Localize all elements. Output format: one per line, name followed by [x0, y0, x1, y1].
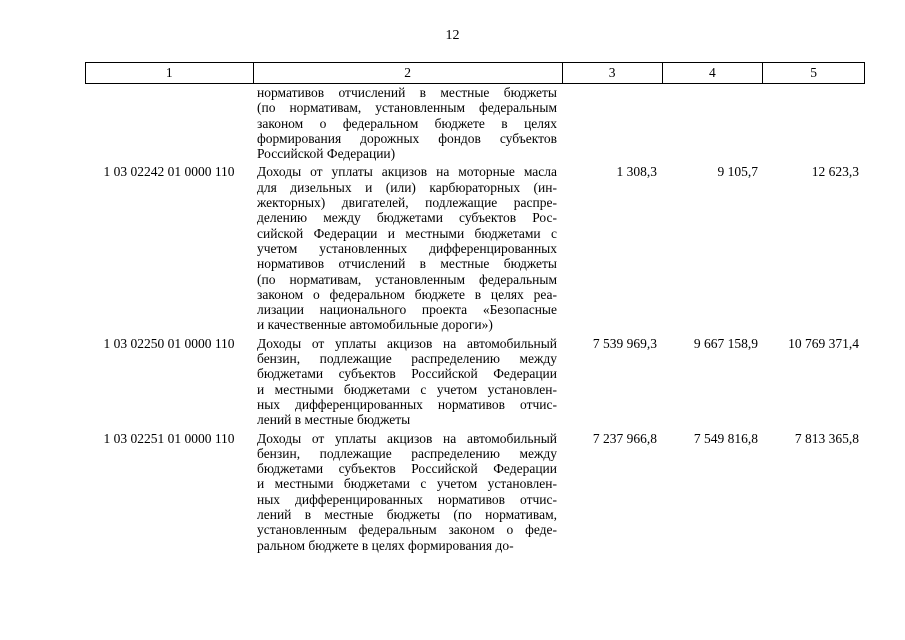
- description-line: установленным федеральным законом о феде-: [257, 522, 557, 538]
- description-line: сийской Федерации и местными бюджетами с: [257, 225, 557, 241]
- row-description: [253, 164, 563, 332]
- row-value-col-3: 7 237 966,8: [592, 430, 657, 446]
- description-line: ных дифференцированных нормативов отчис-: [257, 491, 557, 507]
- row-value-col-4: 9 667 158,9: [693, 335, 758, 351]
- row-value-col-5: 12 623,3: [811, 164, 859, 180]
- row-code: 1 03 02250 01 0000 110: [103, 335, 235, 351]
- page-number: 12: [445, 28, 460, 43]
- description-line: и местными бюджетами с учетом установлен-: [257, 381, 557, 397]
- table-row: [85, 164, 865, 332]
- row-description: [253, 85, 563, 161]
- description-line: формирования дорожных фондов субъектов: [257, 130, 557, 146]
- header-col-5: 5: [810, 65, 817, 80]
- table-header: [85, 62, 865, 84]
- description-line: бюджетами субъектов Российской Федерации: [257, 366, 557, 382]
- table-row: [85, 336, 865, 428]
- description-line: (по нормативам, установленным федеральным: [257, 100, 557, 116]
- description-line: бюджетами субъектов Российской Федерации: [257, 461, 557, 477]
- description-line: нормативов отчислений в местные бюджеты: [257, 256, 557, 272]
- header-col-1: 1: [86, 63, 254, 83]
- description-line: жекторных) двигателей, подлежащие распре-: [257, 195, 557, 211]
- description-line: законом о федеральном бюджете в целях: [257, 115, 557, 131]
- description-line: (по нормативам, установленным федеральным: [257, 271, 557, 287]
- description-line: лений в местные бюджеты: [257, 412, 411, 428]
- row-code: 1 03 02251 01 0000 110: [103, 430, 235, 446]
- description-line: делению между бюджетами субъектов Рос-: [257, 210, 557, 226]
- table-row: [85, 85, 865, 161]
- table-body: [85, 85, 865, 556]
- description-line: Доходы от уплаты акцизов на моторные масла: [257, 164, 557, 180]
- row-value-col-3: 7 539 969,3: [592, 335, 657, 351]
- description-line: и качественные автомобильные дороги»): [257, 317, 493, 333]
- description-line: нормативов отчислений в местные бюджеты: [257, 85, 557, 100]
- row-value-col-5: 10 769 371,4: [788, 335, 859, 351]
- description-line: для дизельных и (или) карбюраторных (ин-: [257, 179, 557, 195]
- table-row: [85, 431, 865, 553]
- description-line: лизации национального проекта «Безопасные: [257, 302, 557, 318]
- row-description: [253, 431, 563, 553]
- description-line: законом о федеральном бюджете в целях реа-: [257, 286, 557, 302]
- description-line: ральном бюджете в целях формирования до-: [257, 537, 514, 553]
- header-col-3: 3: [563, 63, 663, 83]
- row-description: [253, 336, 563, 428]
- description-line: бензин, подлежащие распределению между: [257, 445, 557, 461]
- row-value-col-4: 7 549 816,8: [693, 430, 758, 446]
- row-value-col-4: 9 105,7: [717, 164, 758, 180]
- description-line: бензин, подлежащие распределению между: [257, 351, 557, 367]
- description-line: и местными бюджетами с учетом установлен-: [257, 476, 557, 492]
- header-col-4: 4: [663, 63, 764, 83]
- row-value-col-5: 7 813 365,8: [794, 430, 859, 446]
- header-col-2: 2: [254, 63, 563, 83]
- description-line: Российской Федерации): [257, 146, 396, 162]
- description-line: Доходы от уплаты акцизов на автомобильный: [257, 430, 557, 446]
- row-value-col-3: 1 308,3: [616, 164, 657, 180]
- description-line: учетом установленных дифференцированных: [257, 240, 557, 256]
- description-line: ных дифференцированных нормативов отчис-: [257, 396, 557, 412]
- description-line: лений в местные бюджеты (по нормативам,: [257, 507, 557, 523]
- description-line: Доходы от уплаты акцизов на автомобильный: [257, 335, 557, 351]
- row-code: 1 03 02242 01 0000 110: [103, 164, 235, 180]
